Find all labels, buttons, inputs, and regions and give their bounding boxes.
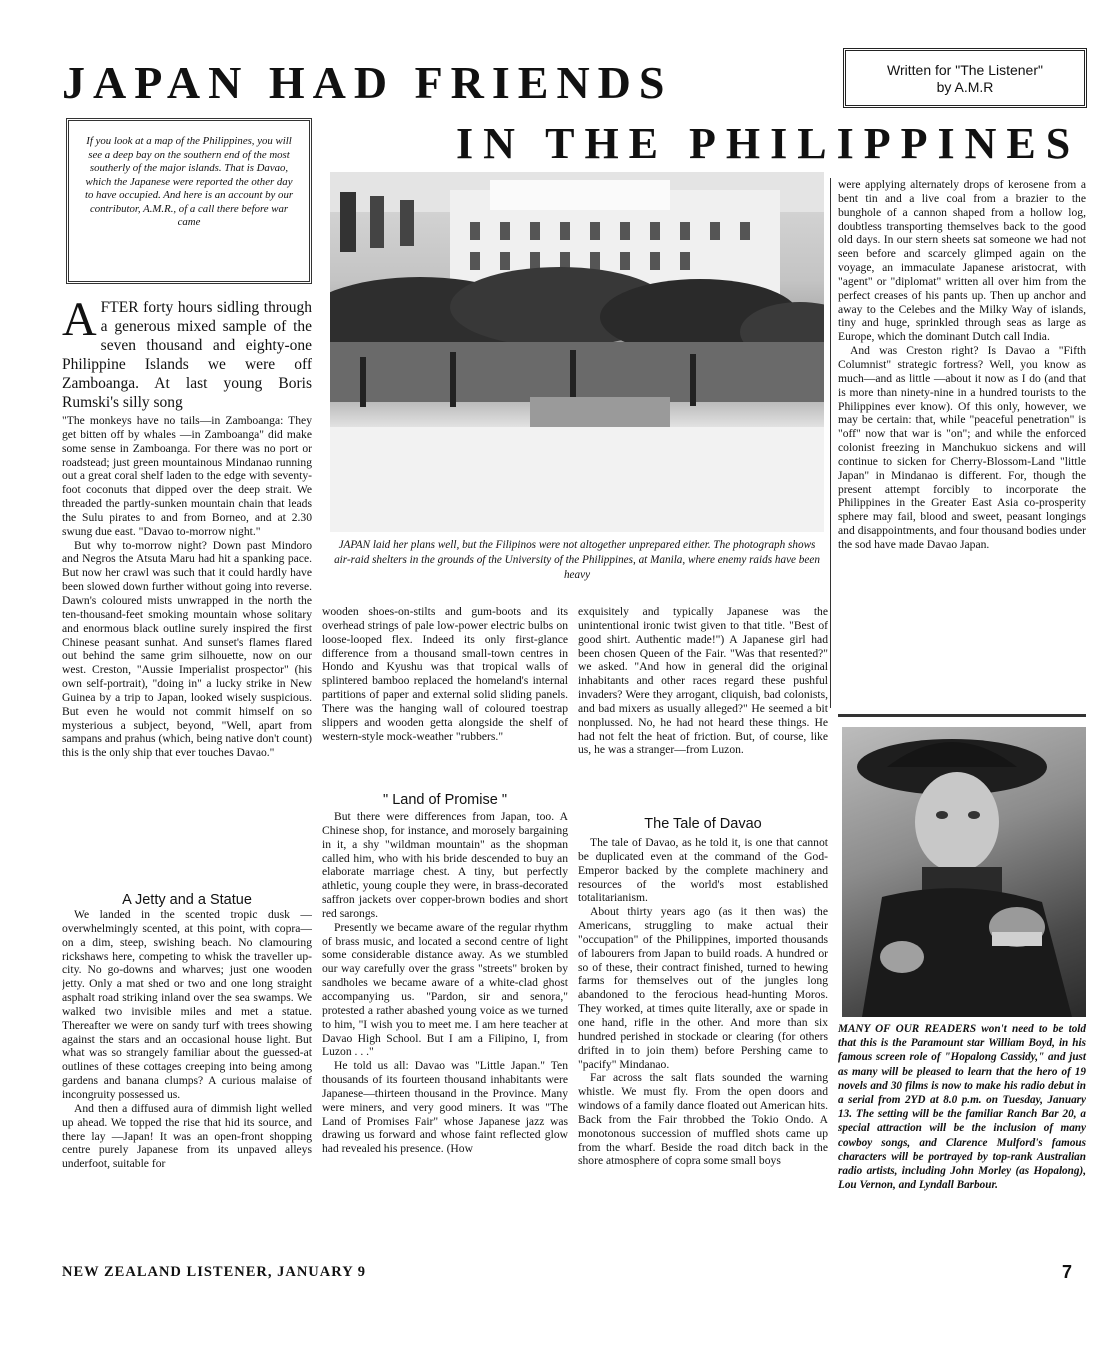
university-photo xyxy=(330,172,824,532)
william-boyd-photo xyxy=(842,727,1086,1017)
column-4 xyxy=(838,178,1086,708)
paragraph: And was Creston right? Is Davao a "Fifth Columnist" strategic fortress? Well, you know as much—and as little —about it now as I do (and that is more than ninety-nine in a hundred tourists to the Philippines ever know). Of this only, however, we may be certain: that, while "peaceful penetration" is "off" now that war is "on"; and while the enforced colonist freezing in Manchukuo sickens and will continue to sicken for Cherry-Blossom-Land "little Japan" in Mindanao is different. For, though the present attempt forcibly to incorporate the Philippines in the Greater East Asia co-prosperity sphere may fail, blood and sweet, peasant longings and disappointments, and four thousand bodies under the sod have made Davao Japan. xyxy=(838,344,1086,551)
column-3-upper xyxy=(578,605,828,814)
subhead-jetty: A Jetty and a Statue xyxy=(122,892,252,908)
paragraph: Presently we became aware of the regular rhythm of brass music, and located a second centre of light some considerable distance away. As we stumbled our way carefully over the grass "streets" broken by sandholes we became aware of a white-clad ghost accompanying us. "Pardon, sir and senora," protested a rather abashed young voice as we turned to him, "I wish you to meet me. I am here teacher at Davao High School. But I am a Filipino, I, from Luzon . . ." xyxy=(322,920,568,1059)
credit-line-1: Written for "The Listener" xyxy=(887,62,1043,78)
intro-box: If you look at a map of the Philippines, you will see a deep bay on the southern end of the most southerly of the major islands. That is Davao, which the Japanese were reported the other day to have occupied. And here is an account by our contributor, A.M.R., of a call there before war came xyxy=(66,118,312,284)
subhead-tale-of-davao: The Tale of Davao xyxy=(644,816,762,832)
section-rule xyxy=(838,714,1086,717)
paragraph: Far across the salt flats sounded the warning whistle. We must fly. From the open doors and windows of a family dance floated out American hits. Back from the Fair throbbed the Tokio Ondo. A monotonous succession of muffled shots came up from the wharf. Beside the road ditch back in the shore atmosphere of copra some small boys xyxy=(578,1071,828,1168)
university-photo-image xyxy=(330,172,824,532)
paragraph: And then a diffused aura of dimmish light welled up ahead. We topped the rise that hid its source, and there lay —Japan! It was an open-front shopping centre purely Japanese from its unpaved alleys underfoot, suitable for xyxy=(62,1101,312,1171)
paragraph: were applying alternately drops of kerosene from a bent tin and a live coal from a brazier to the bunghole of a cannon shaped from a hollow log, doubtless transporting themselves back to the good old days. In our stern sheets sat someone we had not seen before and scarcely glimped again on the voyage, an immaculate Japanese aristocrat, with "agent" or "diplomat" written all over him from the perfect creases of his pants up. Then up anchor and away to the Celebes and the Milky Way of islands, tiny and huge, sprinkled through seas as large as Europe, which the dominant Dutch call India. xyxy=(838,178,1086,344)
headline-line-2: IN THE PHILIPPINES xyxy=(456,119,1081,168)
credit-box xyxy=(843,48,1087,108)
column-2-lower xyxy=(322,810,568,1246)
paragraph: We landed in the scented tropic dusk —overwhelmingly scented, at this point, with copra—on a dim, steep, swishing beach. No clamouring rickshaws here, competing to whisk the traveller up-city. No go-downs and wharves; just one wooden jetty. Only a mat shed or two and one long straight asphalt road striking inland over the sea swamps. We walked two invisible miles and met a statue. Thereafter we were on sandy turf with trees showing against the stars and an occasional house light. But what was so strangely familiar about the guessed-at outlines of these cottages creeping into being among gardens and banana clumps? A curious malaise of incongruity possessed us. xyxy=(62,908,312,1101)
paragraph: "The monkeys have no tails—in Zamboanga: They get bitten off by whales —in Zamboanga" did make some sense in Zamboanga. For there was no port or roadstead; just green mountainous Mindanao running out a great coral shelf laden to the edge with seventy-foot coconuts that dipped over the deep strait. We threaded the partly-sunken mountain chain that leads the Sulu pirates to and from Borneo, and at 2.30 swung due east. "Davao to-morrow night." xyxy=(62,414,312,538)
william-boyd-image xyxy=(842,727,1086,1017)
paragraph: He told us all: Davao was "Little Japan." Ten thousands of its fourteen thousand inhabitants were Japanese—thirteen thousand in the Province. Many were miners, and very good miners. It was "The Land of Promises Fair" whose Japanese jazz was drawing us forward and whose faint reflected glow had revealed his presence. (How xyxy=(322,1059,568,1156)
column-3-lower xyxy=(578,836,828,1246)
boyd-caption: MANY OF OUR READERS won't need to be told that this is the Paramount star William Boyd, in his famous screen role of "Hopalong Cassidy," and just as many will be pleased to learn that the hero of 19 novels and 30 films is now to make his radio debut in a serial from 2YD at 8.0 p.m. on Tuesday, January 13. The setting will be the familiar Ranch Bar 20, a special attraction will be the inclusion of many cowboy songs, and Clarence Mulford's famous characters will be portrayed by top-rank Australian radio artists, including John Morley (as Hopalong), Lou Vernon, and Lyndall Barbour. xyxy=(838,1023,1086,1192)
paragraph: wooden shoes-on-stilts and gum-boots and its overhead strings of pale low-power electric bulbs on loose-looped flex. Indeed its only first-glance difference from a thousand small-town centres in Hondo and Kyushu was that tropical walls of splintered bamboo replaced the homeland's internal partitions of paper and external solid sliding panels. There was the hanging wall of coloured toestrap slippers and wooden getta alongside the shelf of western-style mock-weather "rubbers." xyxy=(322,605,568,743)
headline-line-1: JAPAN HAD FRIENDS xyxy=(62,57,673,108)
lede-paragraph xyxy=(62,298,312,412)
column-1-lower xyxy=(62,908,312,1246)
photo-caption: JAPAN laid her plans well, but the Filipinos were not altogether unprepared either. The photograph shows air-raid shelters in the grounds of the University of the Philippines, at Manila, where enemy raids have been heavy xyxy=(334,539,820,581)
subhead-land-of-promise: " Land of Promise " xyxy=(383,792,507,808)
column-2-upper xyxy=(322,605,568,790)
paragraph: But why to-morrow night? Down past Mindoro and Negros the Atsuta Maru had hit a spanking pace. But now her crawl was such that it could hardly have been slowed down further without going into reverse. Dawn's coloured mists unwrapped in the north the ten-thousand-feet smoking mountain whose solitary and enormous black outline surely inspired the first Chinese peasant sunhat. And sunset's flames flared out behind the same grim silhouette, now on our west. Creston, "Aussie Imperialist prospector" (his own self-portrait), "doing in" a lucky strike in New Guinea by a trip to Japan, looked wisely suspicious. But even he would not commit himself on so mysterious a subject, beyond, "Well, apart from sampans and prahus (which, being native don't count) this is the only ship that ever touches Davao." xyxy=(62,538,312,760)
column-1-upper xyxy=(62,298,312,888)
drop-cap: A xyxy=(62,298,97,346)
lede-text: FTER forty hours sidling through a generous mixed sample of the seven thousand and eighty-one Philippine Islands we were off Zamboanga. At last young Boris Rumski's silly song xyxy=(62,299,312,411)
page-number: 7 xyxy=(1062,1262,1073,1282)
paragraph: exquisitely and typically Japanese was the unintentional ironic twist given to that title. "Best of good shirt. Authentic made!") A Japanese girl had been chosen Queen of the Fair. "Was that resented?" we asked. "And how in general did the original inhabitants and other races regard these pushful invaders? Were they arrogant, cliquish, bad colonists, and bad mixers as usually alleged?" He seemed a bit nonplussed. No, he had not heard these things. He had not felt the heat of friction. But, of course, like us, he was a stranger—from Luzon. xyxy=(578,605,828,757)
footer-masthead: NEW ZEALAND LISTENER, JANUARY 9 xyxy=(62,1264,367,1280)
paragraph: The tale of Davao, as he told it, is one that cannot be duplicated even at the command of the God-Emperor backed by the complete machinery and resources of the world's most established totalitarianism. xyxy=(578,836,828,905)
paragraph: About thirty years ago (as it then was) the Americans, struggling to make actual their "occupation" of the Philippines, imported thousands of labourers from Japan to build roads. A hundred or so of these, their contract finished, turned to hewing farms for themselves out of the jungles long abandoned to the ferocious head-hunting Moros. They worked, at times quite literally, axe or spade in one hand, rifle in the other. And more than six hundred perished in stockade or clearing (for others drifted in to join them) before Pershing came to "pacify" Mindanao. xyxy=(578,905,828,1071)
column-rule xyxy=(830,178,831,708)
paragraph: But there were differences from Japan, too. A Chinese shop, for instance, and morosely bargaining in it, a shy "wildman mountain" as the shopman called him, who with his bride descended to buy an elaborate marriage chest. A tiny, but perfectly athletic, young couple they were, in brass-decorated saffron jackets over copper-brown bodies and short red sarongs. xyxy=(322,810,568,920)
credit-line-2: by A.M.R xyxy=(936,79,994,95)
